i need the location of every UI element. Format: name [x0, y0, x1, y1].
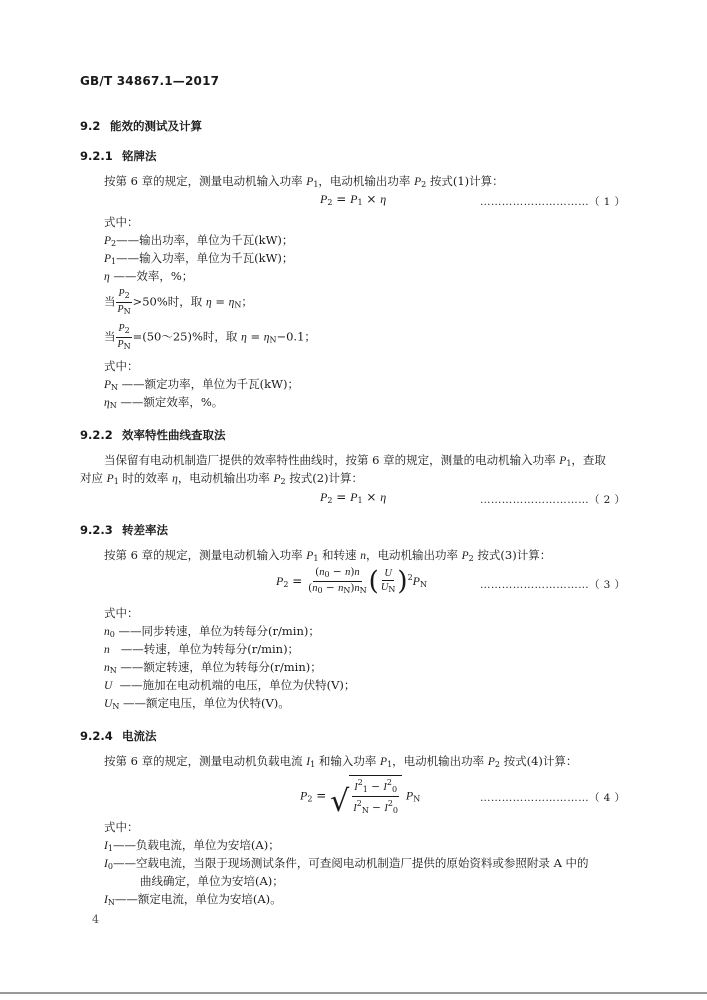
section-number: 9.2.4 [80, 729, 113, 743]
square-root: √ $\frac{I^2_1 - I^2_0}{I^2_N - I^2_0}$ [330, 775, 402, 817]
section-title: 电流法 [122, 729, 157, 743]
section-title: 铭牌法 [122, 149, 157, 163]
definition-nn: $n_N$ ——额定转速，单位为转每分(r/min)； [104, 660, 322, 675]
formula-4: $P_2$ = √ $\frac{I^2_1 - I^2_0}{I^2_N - I^2_0}$ $P_N$ [300, 775, 420, 817]
definition-in: $I_N——$额定电流，单位为安培(A)。 [104, 892, 282, 907]
fraction-p2-over-pn: $\frac{P_2}{P_N}$ [117, 323, 131, 351]
formula-2: $P_2 = P_1 \times \eta$ [320, 490, 387, 505]
bottom-divider [0, 992, 707, 994]
paragraph-9-2-4-intro: 按第 6 章的规定，测量电动机负载电流 $I_1$ 和输入功率 $P_1$，电动机输出功率 $P_2$ 按式(4)计算： [104, 754, 578, 769]
definition-p2: $P_2——$输出功率，单位为千瓦(kW)； [104, 233, 294, 248]
fraction-p2-over-pn: $\frac{P_2}{P_N}$ [117, 288, 131, 316]
definition-n0: $n_0$ ——同步转速，单位为转每分(r/min)； [104, 624, 320, 639]
definition-i1: $I_1——$负载电流，单位为安培(A)； [104, 838, 280, 853]
formula-1: $P_2 = P_1 \times \eta$ [320, 192, 387, 207]
section-title: 转差率法 [122, 523, 168, 537]
section-number: 9.2 [80, 119, 101, 133]
section-number: 9.2.3 [80, 523, 113, 537]
definition-i0-continued: 曲线确定，单位为安培(A)； [140, 874, 284, 888]
paragraph-9-2-2-line2: 对应 $P_1$ 时的效率 η，电动机输出功率 $P_2$ 按式(2)计算： [80, 471, 364, 486]
section-9-2-heading [80, 118, 202, 134]
condition-2: 当 $\frac{P_2}{P_N}$ =(50～25)%时，取 $\eta = \eta_N-0.1$； [104, 323, 316, 351]
paragraph-9-2-1-intro: 按第 6 章的规定，测量电动机输入功率 $P_1$，电动机输出功率 $P_2$ 按式(1)计算： [104, 174, 504, 189]
definition-eta: η ——效率，%； [104, 269, 194, 283]
page-number: 4 [92, 913, 99, 926]
where-label: 式中： [104, 215, 139, 229]
equation-number-1: …………………………（ 1 ） [480, 196, 626, 208]
definition-pn: $P_N$ ——额定功率，单位为千瓦(kW)； [104, 377, 299, 392]
definition-un: $U_N$ ——额定电压，单位为伏特(V)。 [104, 696, 290, 711]
paragraph-9-2-3-intro: 按第 6 章的规定，测量电动机输入功率 $P_1$ 和转速 n，电动机输出功率 $P_2$ 按式(3)计算： [104, 548, 552, 563]
condition-1: 当 $\frac{P_2}{P_N}$ >50%时，取 $\eta = \eta_N$； [104, 288, 253, 316]
section-9-2-2-heading [80, 427, 226, 443]
equation-number-3: …………………………（ 3 ） [480, 579, 626, 591]
standard-number: GB/T 34867.1—2017 [80, 74, 220, 88]
paragraph-9-2-2-line1: 当保留有电动机制造厂提供的效率特性曲线时，按第 6 章的规定，测量的电动机输入功率 $P_1$，查取 [104, 453, 606, 468]
section-9-2-3-heading [80, 522, 168, 538]
definition-n: n ——转速，单位为转每分(r/min)； [104, 642, 300, 656]
definition-u: U ——施加在电动机端的电压，单位为伏特(V)； [104, 678, 356, 692]
fraction-voltage: $\frac{U}{U_N}$ [380, 568, 396, 594]
fraction-slip: $\frac{(n_0 - n)n}{(n_0 - n_N)n_N}$ [308, 566, 367, 595]
equation-number-2: …………………………（ 2 ） [480, 494, 626, 506]
definition-p1: $P_1——$输入功率，单位为千瓦(kW)； [104, 251, 294, 266]
definition-etan: $\eta_N$ ——额定效率，%。 [104, 395, 224, 410]
equation-number-4: …………………………（ 4 ） [480, 792, 626, 804]
section-9-2-4-heading [80, 728, 157, 744]
section-title: 能效的测试及计算 [110, 119, 202, 133]
fraction-current: $\frac{I^2_1 - I^2_0}{I^2_N - I^2_0}$ [353, 778, 399, 815]
formula-3: $P_2$ = $\frac{(n_0 - n)n}{(n_0 - n_N)n_N}$ ( $\frac{U}{U_N}$ )$^2P_N$ [276, 566, 428, 597]
section-9-2-1-heading [80, 148, 157, 164]
where-label-2: 式中： [104, 359, 139, 373]
definition-i0: $I_0——$空载电流，当限于现场测试条件，可查阅电动机制造厂提供的原始资料或参照附录 A 中的 [104, 856, 589, 871]
where-label-3: 式中： [104, 606, 139, 620]
section-number: 9.2.1 [80, 149, 113, 163]
section-number: 9.2.2 [80, 428, 113, 442]
where-label-4: 式中： [104, 820, 139, 834]
section-title: 效率特性曲线查取法 [122, 428, 226, 442]
